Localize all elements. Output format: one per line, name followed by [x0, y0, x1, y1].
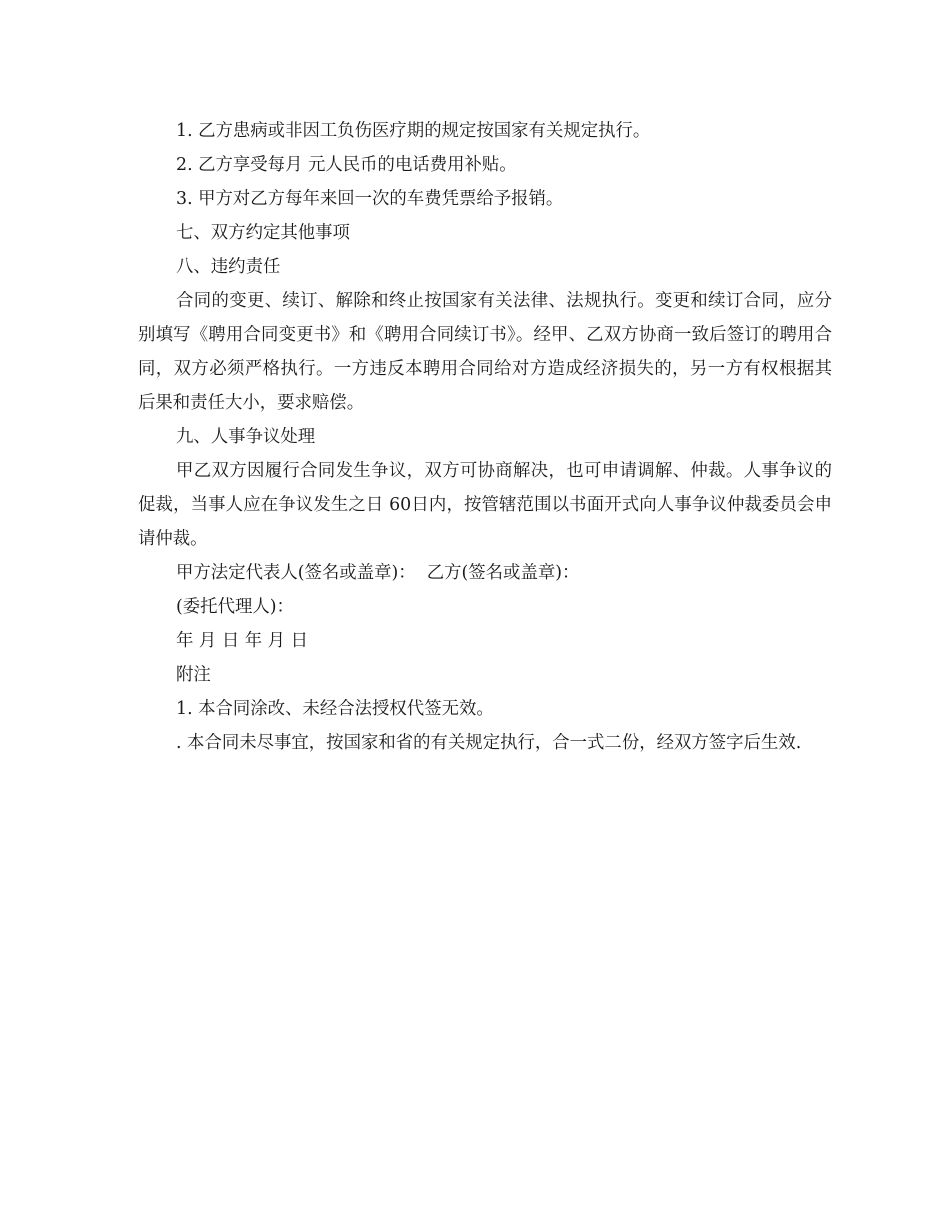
clause-travel-reimbursement: 3. 甲方对乙方每年来回一次的车费凭票给予报销。 — [176, 189, 564, 209]
document-body — [138, 114, 832, 760]
liability-paragraph: 合同的变更、续订、解除和终止按国家有关法律、法规执行。变更和续订合同，应分别填写《聘用合同变更书》和《聘用合同续订书》。经甲、乙双方协商一致后签订的聘用合同，双方必须严格执行。一方违反本聘用合同给对方造成经济损失的，另一方有权根据其后果和责任大小，要求赔偿。 — [138, 291, 832, 413]
signature-line-parties: 甲方法定代表人(签名或盖章)： 乙方(签名或盖章)： — [176, 563, 580, 583]
section-heading-liability: 八、违约责任 — [176, 257, 281, 277]
section-heading-dispute: 九、人事争议处理 — [176, 427, 316, 447]
clause-medical-period: 1. 乙方患病或非因工负伤医疗期的规定按国家有关规定执行。 — [176, 121, 651, 141]
note-item-1: 1. 本合同涂改、未经合法授权代签无效。 — [176, 699, 494, 719]
date-line: 年 月 日 年 月 日 — [176, 631, 308, 651]
note-item-2: . 本合同未尽事宜，按国家和省的有关规定执行，合一式二份，经双方签字后生效. — [176, 733, 802, 753]
clause-phone-allowance: 2. 乙方享受每月 元人民币的电话费用补贴。 — [176, 155, 517, 175]
signature-line-agent: (委托代理人)： — [176, 597, 294, 617]
dispute-paragraph: 甲乙双方因履行合同发生争议，双方可协商解决，也可申请调解、仲裁。人事争议的促裁，当事人应在争议发生之日 60日内，按管辖范围以书面开式向人事争议仲裁委员会申请仲裁。 — [138, 461, 832, 549]
notes-heading: 附注 — [176, 665, 211, 685]
section-heading-other-matters: 七、双方约定其他事项 — [176, 223, 350, 243]
